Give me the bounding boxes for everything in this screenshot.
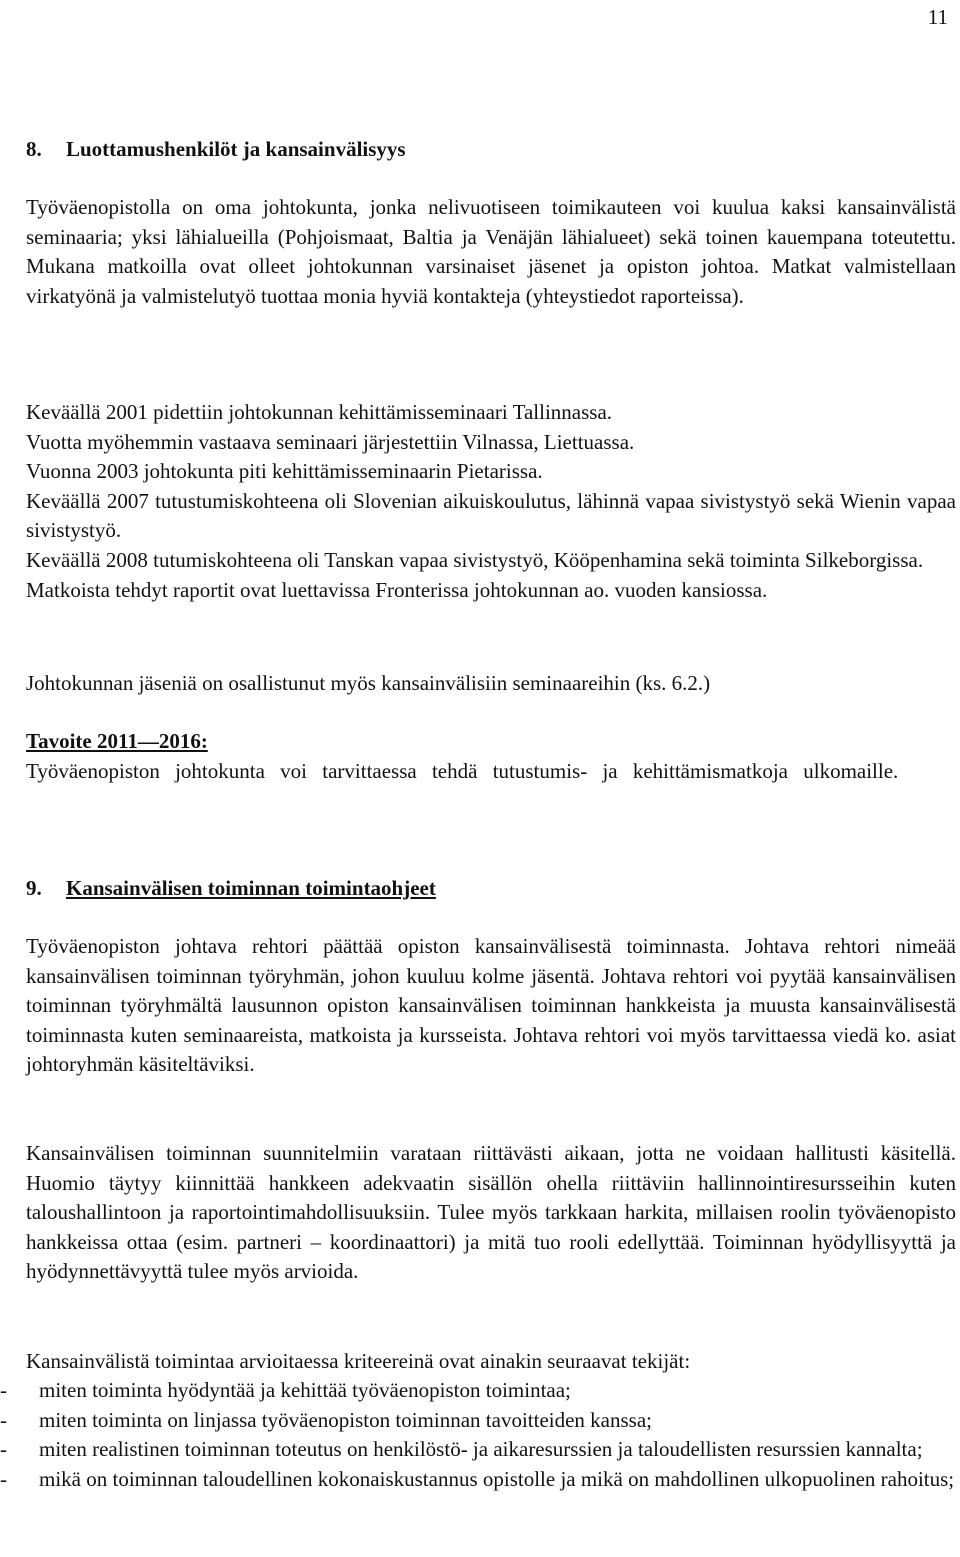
criteria-list [0,1376,956,1494]
list-item: - miten toiminta hyödyntää ja kehittää työväenopiston toimintaa; [0,1376,956,1406]
event-item: Matkoista tehdyt raportit ovat luettavissa Fronterissa johtokunnan ao. vuoden kansiossa. [26,577,768,602]
section-9-title: Kansainvälisen toiminnan toimintaohjeet [66,876,436,900]
section-8-number: 8. [26,137,42,161]
goal-block [26,727,956,786]
section-8-heading [26,135,956,165]
list-item: - miten realistinen toiminnan toteutus on henkilöstö- ja aikaresurssien ja taloudellisten resurssien kannalta; [0,1435,956,1465]
section-9-paragraph-1: Työväenopiston johtava rehtori päättää opiston kansainvälisestä toiminnasta. Johtava rehtori nimeää kansainvälisen toiminnan työryhmän, johon kuuluu kolme jäsentä. Johtava rehtori voi pyytää kansainvälisen toiminnan työryhmältä lausunnon opiston kansainvälisen toiminnan hankkeista ja muusta kansainvälisestä toiminnasta kuten seminaareista, matkoista ja kursseista. Johtava rehtori voi myös tarvittaessa viedä ko. asiat johtoryhmän käsiteltäviksi. [26,934,956,1077]
section-9-paragraph-2: Kansainvälisen toiminnan suunnitelmiin varataan riittävästi aikaan, jotta ne voidaan hallitusti käsitellä. Huomio täytyy kiinnittää hankkeen adekvaatin sisällön ohella riittäviin hallinnointiresursseihin kuten taloushallintoon ja raportointimahdollisuuksiin. Tulee myös tarkkaan harkita, millaisen roolin työväenopisto hankkeissa ottaa (esim. partneri – koordinaattori) ja mitä tuo rooli edellyttää. Toiminnan hyödyllisyyttä ja hyödynnettävyyttä tulee myös arvioida. [26,1141,956,1284]
section-9-number: 9. [26,876,42,900]
members-paragraph: Johtokunnan jäseniä on osallistunut myös kansainvälisiin seminaareihin (ks. 6.2.) [26,671,711,695]
event-item: Keväällä 2008 tutumiskohteena oli Tanskan vapaa sivistystyö, Kööpenhamina sekä toiminta Silkeborgissa. [26,547,924,572]
goal-label: Tavoite 2011—2016: [26,729,208,753]
page-number: 11 [927,5,948,29]
section-8-title: Luottamushenkilöt ja kansainvälisyys [66,137,406,161]
event-item: Vuonna 2003 johtokunta piti kehittämisseminaarin Pietarissa. [26,459,543,484]
goal-text: Työväenopiston johtokunta voi tarvittaessa tehdä tutustumis- ja kehittämismatkoja ulkomaille. [26,758,899,783]
event-item: Vuotta myöhemmin vastaava seminaari järjestettiin Vilnassa, Liettuassa. [26,429,635,454]
section-8-paragraph: Työväenopistolla on oma johtokunta, jonka nelivuotiseen toimikauteen voi kuulua kaksi kansainvälistä seminaaria; yksi lähialueilla (Pohjoismaat, Baltia ja Venäjän lähialueet) sekä toinen kauempana toteutettu. Mukana matkoilla ovat olleet johtokunnan varsinaiset jäsenet ja opiston johtoa. Matkat valmistellaan virkatyönä ja valmistelutyö tuottaa monia hyviä kontakteja (yhteystiedot raporteissa). [26,195,956,308]
list-item: - mikä on toiminnan taloudellinen kokonaiskustannus opistolle ja mikä on mahdollinen ulkopuolinen rahoitus; [0,1465,956,1495]
event-item: Keväällä 2001 pidettiin johtokunnan kehittämisseminaari Tallinnassa. [26,400,613,424]
events-list [26,398,956,605]
list-item: - miten toiminta on linjassa työväenopiston toiminnan tavoitteiden kanssa; [0,1406,956,1436]
criteria-intro: Kansainvälistä toimintaa arvioitaessa kriteereinä ovat ainakin seuraavat tekijät: [26,1349,691,1373]
section-9-heading [26,874,956,904]
event-item: Keväällä 2007 tutustumiskohteena oli Slovenian aikuiskoulutus, lähinnä vapaa sivistystyö sekä Wienin vapaa sivistystyö. [26,488,956,543]
